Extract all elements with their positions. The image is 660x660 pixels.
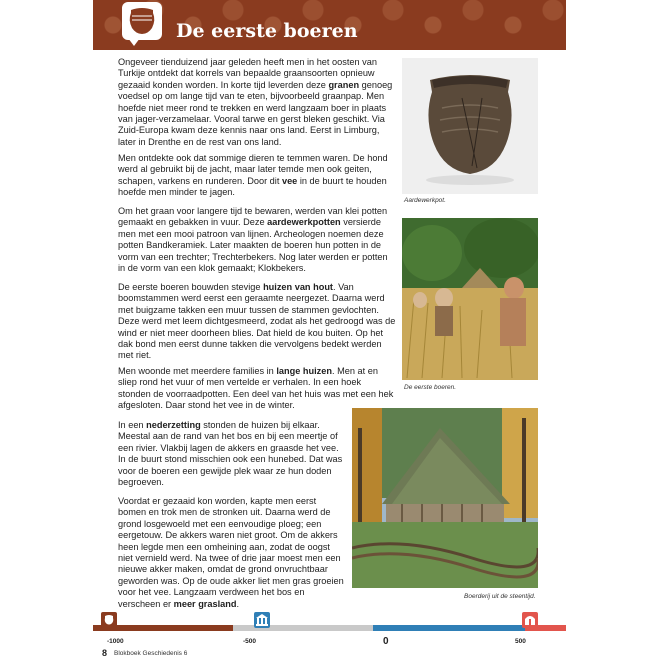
timeline-label-minus-500: -500 <box>243 638 257 645</box>
timeline-bar-romans-2 <box>373 625 525 631</box>
pot-photo <box>402 58 538 194</box>
timeline-label-minus-1000: -1000 <box>107 638 124 645</box>
paragraph-livestock: Men ontdekte ook dat sommige dieren te temmen waren. De hond werd al gebruikt bij de jacht, maar later temde men ook geiten, schapen, varkens en runderen. Door dit vee in de buurt te houden hoefde men minder te jagen. <box>118 153 388 198</box>
paragraph-grain: Ongeveer tienduizend jaar geleden heeft men in het oosten van Turkije ontdekt dat korrels van bepaalde graansoorten opnieuw gezaaid konden worden. In korte tijd leverden deze granen genoeg voedsel op om lange tijd van te eten, bijvoorbeeld graanpap. Men hoefde niet meer rond te trekken en werd langzaam boer in plaats van jager-verzamelaar. Vooral tarwe en gerst bleken geschikt. Via Zuid-Europa kwam deze kennis naar ons land. Eerst in Limburg, later in Drenthe en de rest van ons land. <box>118 57 393 147</box>
book-title: Blokboek Geschiedenis 6 <box>114 650 188 657</box>
pot-caption: Aardewerkpot. <box>404 197 446 204</box>
pot-icon <box>122 2 162 40</box>
page-number: 8 <box>102 648 108 658</box>
paragraph-houses: De eerste boeren bouwden stevige huizen van hout. Van boomstammen werd eerst een geraamte neergezet. Daarna werd met buigzame takken een muur tussen de stammen gevlochten. Deze werd met leem dichtgesmeerd, zodat als het gedroogd was de wind er niet meer doorheen blies. Dat hield de kou buiten. Op het dak bond men eerst dunne takken die vervolgens bedekt werden met riet. <box>118 282 396 361</box>
paragraph-settlement: In een nederzetting stonden de huizen bij elkaar. Meestal aan de rand van het bos en bij een meertje of een rivier. Vlakbij lagen de akkers en graasde het vee. In de buurt stond misschien ook een hunebed. Dat was voor de boeren een gewijde plek waar ze hun doden begroeven. <box>118 420 343 488</box>
pot-icon <box>101 612 117 628</box>
temple-icon <box>254 612 270 628</box>
farmers-photo <box>402 218 538 380</box>
helmet-icon <box>522 612 538 628</box>
farmers-caption: De eerste boeren. <box>404 384 457 391</box>
farmhouse-caption: Boerderij uit de steentijd. <box>464 593 536 600</box>
timeline-label-zero: 0 <box>383 636 389 647</box>
badge-tail <box>128 38 140 46</box>
paragraph-pottery: Om het graan voor langere tijd te bewaren, werden van klei potten gemaakt en gebakken in vuur. Deze aardewerkpotten versierde men met een mooi patroon van lijnen. Archeologen noemen deze potten Bandkeramiek. Later maakten de boeren hun potten in de vorm van een trechter; Trechterbekers. Nog later werden er potten in de vorm van een klok gemaakt; Klokbekers. <box>118 206 388 274</box>
paragraph-long-houses: Men woonde met meerdere families in lange huizen. Men at en sliep rond het vuur of men vertelde er verhalen. In een hoek stonden de voorraadpotten. Een deel van het huis was met een hek afgesloten. Daar stond het vee in de winter. <box>118 366 394 411</box>
paragraph-fields: Voordat er gezaaid kon worden, kapte men eerst bomen en trok men de stronken uit. Daarna werd de grond losgewoeld met een eenvoudige ploeg; een eergetouw. De akkers waren niet groot. Om de akkers heen legde men een omheining aan, zodat de oogst niet vernield werd. Na twee of drie jaar moest men een nieuwe akker maken, omdat de grond onvruchtbaar geworden was. Op de oude akker liet men gras groeien voor het vee. Langzaam verdween het bos en verscheen er meer grasland. <box>118 496 344 609</box>
page-title: De eerste boeren <box>176 20 358 42</box>
chapter-badge <box>122 2 162 40</box>
timeline-label-500: 500 <box>515 638 526 645</box>
farmhouse-photo <box>352 408 538 588</box>
